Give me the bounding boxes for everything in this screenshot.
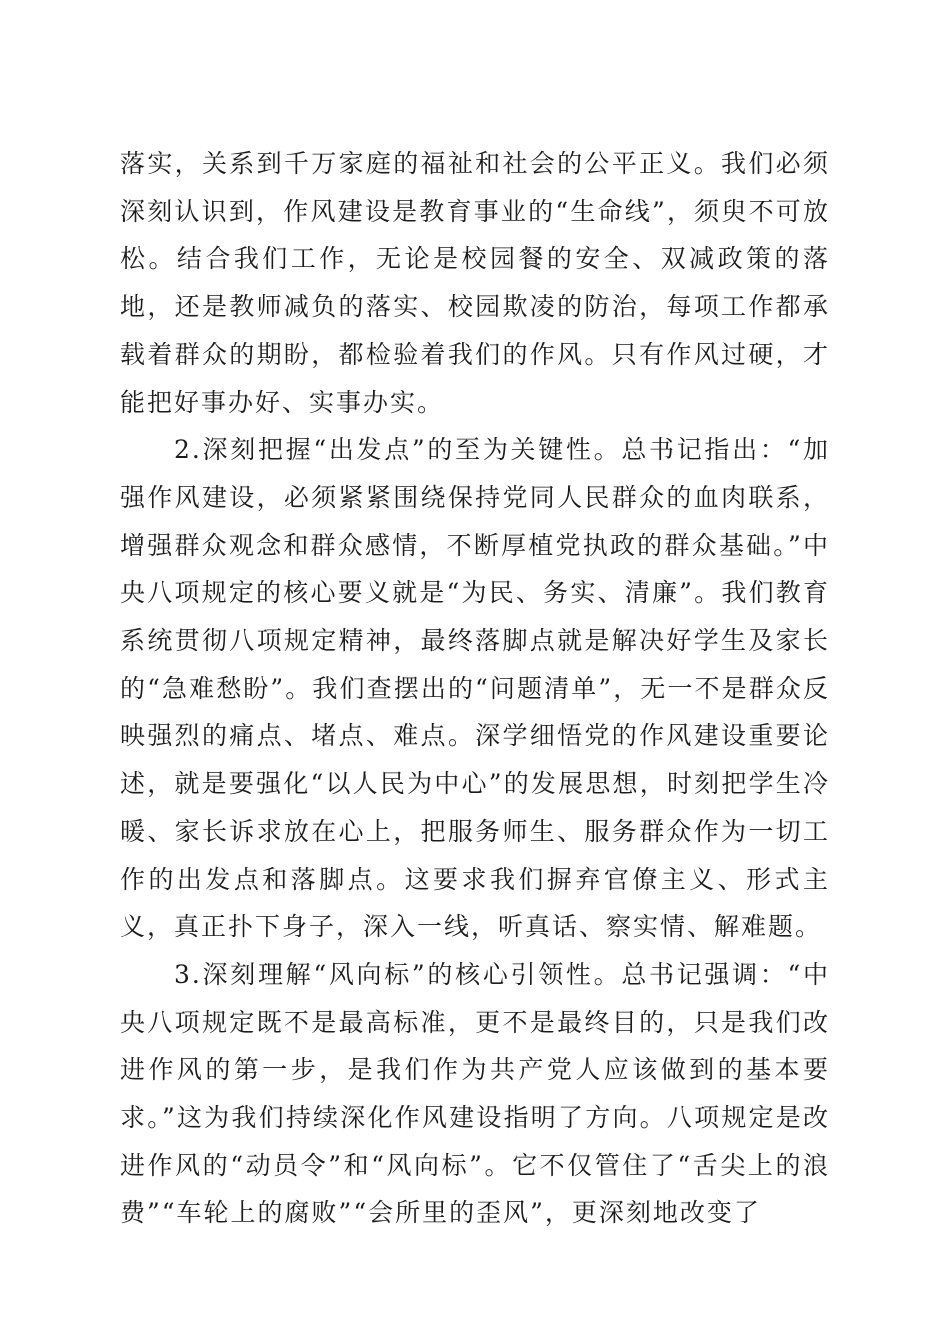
document-body [120, 140, 830, 1237]
paragraph-1: 落实，关系到千万家庭的福祉和社会的公平正义。我们必须深刻认识到，作风建设是教育事业的“生命线”，须臾不可放松。结合我们工作，无论是校园餐的安全、双减政策的落地，还是教师减负的落实、校园欺凌的防治，每项工作都承载着群众的期盼，都检验着我们的作风。只有作风过硬，才能把好事办好、实事办实。 [120, 149, 830, 417]
paragraph-2: 2.深刻把握“出发点”的至为关键性。总书记指出：“加强作风建设，必须紧紧围绕保持党同人民群众的血肉联系，增强群众观念和群众感情，不断厚植党执政的群众基础。”中央八项规定的核心要义就是“为民、务实、清廉”。我们教育系统贯彻八项规定精神，最终落脚点就是解决好学生及家长的“急难愁盼”。我们查摆出的“问题清单”，无一不是群众反映强烈的痛点、堵点、难点。深学细悟党的作风建设重要论述，就是要强化“以人民为中心”的发展思想，时刻把学生冷暖、家长诉求放在心上，把服务师生、服务群众作为一切工作的出发点和落脚点。这要求我们摒弃官僚主义、形式主义，真正扑下身子，深入一线，听真话、察实情、解难题。 [120, 435, 830, 942]
paragraph-3: 3.深刻理解“风向标”的核心引领性。总书记强调：“中央八项规定既不是最高标准，更不是最终目的，只是我们改进作风的第一步，是我们作为共产党人应该做到的基本要求。”这为我们持续深化作风建设指明了方向。八项规定是改进作风的“动员令”和“风向标”。它不仅管住了“舌尖上的浪费”“车轮上的腐败”“会所里的歪风”，更深刻地改变了 [120, 959, 830, 1228]
